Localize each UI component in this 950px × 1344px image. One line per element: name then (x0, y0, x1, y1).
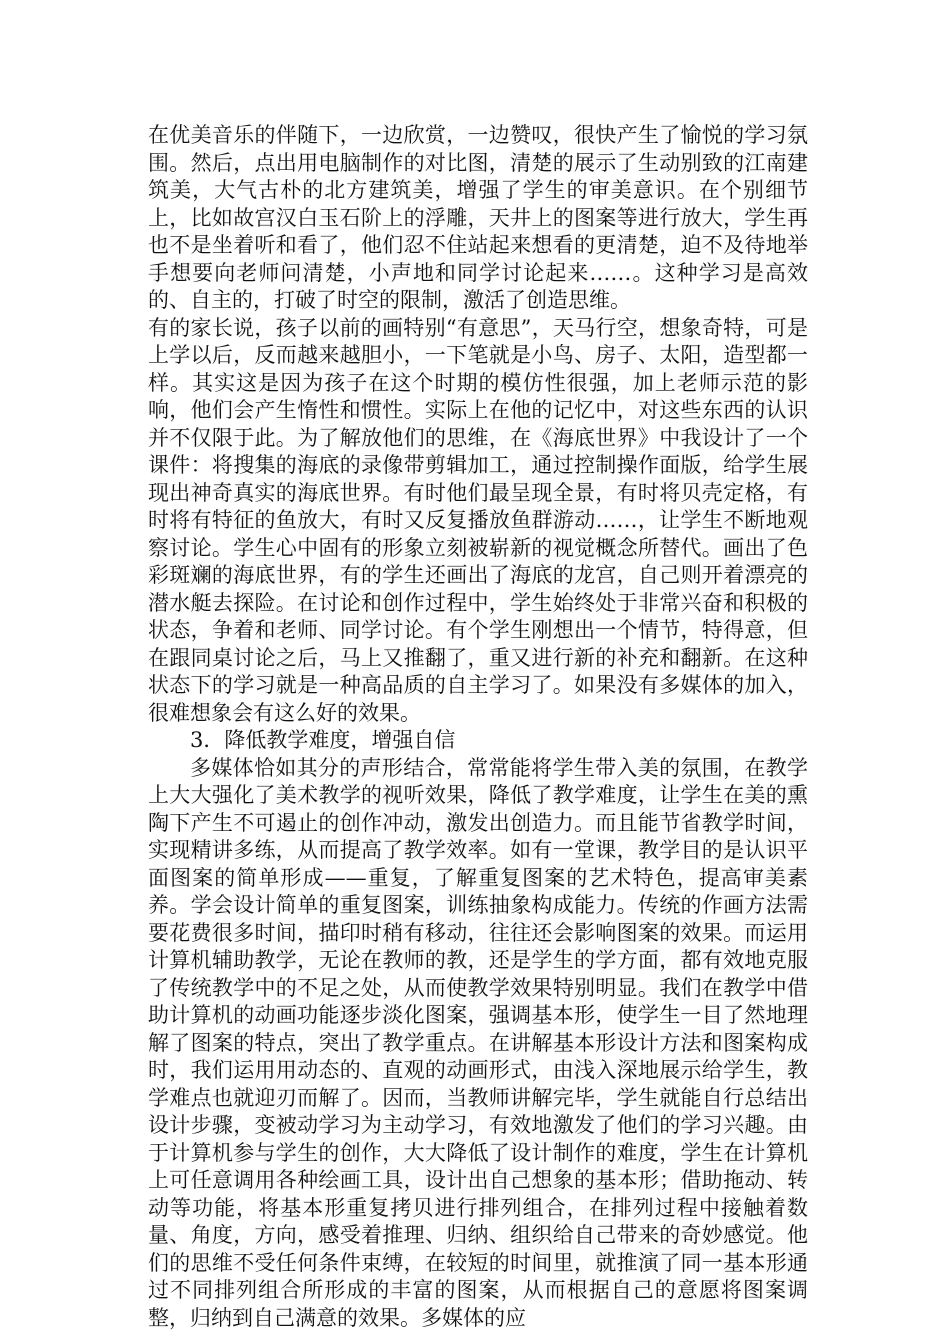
paragraph-2: 有的家长说，孩子以前的画特别“有意思”，天马行空，想象奇特，可是上学以后，反而越来越胆小，一下笔就是小鸟、房子、太阳，造型都一样。其实这是因为孩子在这个时期的模仿性很强，加上老师示范的影响，他们会产生惰性和惯性。实际上在他的记忆中，对这些东西的认识并不仅限于此。为了解放他们的思维，在《海底世界》中我设计了一个课件：将搜集的海底的录像带剪辑加工，通过控制操作面版，给学生展现出神奇真实的海底世界。有时他们最呈现全景，有时将贝壳定格，有时将有特征的鱼放大，有时又反复播放鱼群游动……，让学生不断地观察讨论。学生心中固有的形象立刻被崭新的视觉概念所替代。画出了色彩斑斓的海底世界，有的学生还画出了海底的龙宫，自己则开着漂亮的潜水艇去探险。在讨论和创作过程中，学生始终处于非常兴奋和积极的状态，争着和老师、同学讨论。有个学生刚想出一个情节，特得意，但在跟同桌讨论之后，马上又推翻了，重又进行新的补充和翻新。在这种状态下的学习就是一种高品质的自主学习了。如果没有多媒体的加入，很难想象会有这么好的效果。 (148, 315, 808, 725)
document-page (148, 122, 808, 1332)
section-heading: 3．降低教学难度，增强自信 (190, 728, 456, 752)
paragraph-3: 多媒体恰如其分的声形结合，常常能将学生带入美的氛围，在教学上大大强化了美术教学的视听效果，降低了教学难度，让学生在美的熏陶下产生不可遏止的创作冲动，激发出创造力。而且能节省教学时间，实现精讲多练，从而提高了教学效率。如有一堂课，教学目的是认识平面图案的简单形成——重复，了解重复图案的艺术特色，提高审美素养。学会设计简单的重复图案，训练抽象构成能力。传统的作画方法需要花费很多时间，描印时稍有移动，往往还会影响图案的效果。而运用计算机辅助教学，无论在教师的教，还是学生的学方面，都有效地克服了传统教学中的不足之处，从而使教学效果特别明显。我们在教学中借助计算机的动画功能逐步淡化图案，强调基本形，使学生一目了然地理解了图案的特点，突出了教学重点。在讲解基本形设计方法和图案构成时，我们运用用动态的、直观的动画形式，由浅入深地展示给学生，教学难点也就迎刃而解了。因而，当教师讲解完毕，学生就能自行总结出设计步骤，变被动学习为主动学习，有效地激发了他们的学习兴趣。由于计算机参与学生的创作，大大降低了设计制作的难度，学生在计算机上可任意调用各种绘画工具，设计出自己想象的基本形；借助拖动、转动等功能，将基本形重复拷贝进行排列组合，在排列过程中接触着数量、角度，方向，感受着推理、归纳、组织给自己带来的奇妙感觉。他们的思维不受任何条件束缚，在较短的时间里，就推演了同一基本形通过不同排列组合所形成的丰富的图案，从而根据自己的意愿将图案调整，归纳到自己满意的效果。多媒体的应 (148, 755, 808, 1330)
paragraph-1: 在优美音乐的伴随下，一边欣赏，一边赞叹，很快产生了愉悦的学习氛围。然后，点出用电脑制作的对比图，清楚的展示了生动别致的江南建筑美，大气古朴的北方建筑美，增强了学生的审美意识。在个别细节上，比如故宫汉白玉石阶上的浮雕，天井上的图案等进行放大，学生再也不是坐着听和看了，他们忍不住站起来想看的更清楚，迫不及待地举手想要向老师问清楚，小声地和同学讨论起来……。这种学习是高效的、自主的，打破了时空的限制，激活了创造思维。 (148, 123, 808, 312)
